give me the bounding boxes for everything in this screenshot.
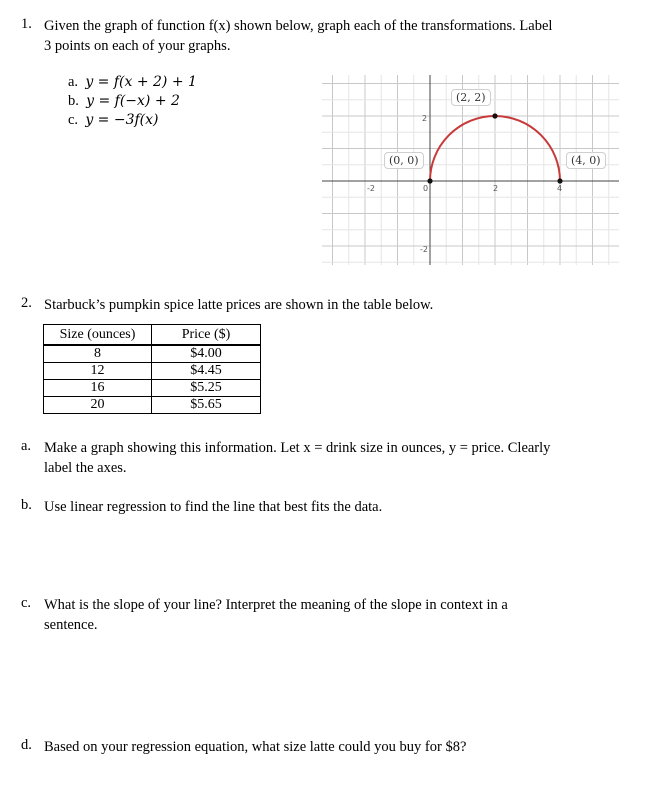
q2-part-d-letter: d. — [21, 737, 32, 753]
point-label-2-2: (2, 2) — [451, 89, 491, 106]
price-table — [43, 324, 261, 414]
q2-part-c-letter: c. — [21, 595, 32, 611]
q2-part-d: Based on your regression equation, what size latte could you buy for $8? — [44, 739, 467, 755]
part-a-expression: y = f(x + 2) + 1 — [85, 74, 197, 90]
question-1-parts — [68, 73, 197, 130]
function-graph — [322, 75, 619, 265]
part-a — [68, 73, 197, 92]
q2-part-a-letter: a. — [21, 438, 32, 454]
point-4-0 — [557, 178, 562, 183]
table-row — [44, 380, 261, 397]
price-cell: $4.45 — [152, 363, 261, 380]
part-c-letter: c. — [68, 112, 79, 128]
price-table-header — [44, 325, 261, 346]
x-tick-0: 0 — [423, 184, 429, 193]
header-size: Size (ounces) — [44, 325, 152, 346]
q2-part-c-line-1: What is the slope of your line? Interpret the meaning of the slope in context in a — [44, 597, 508, 613]
q2-part-b-letter: b. — [21, 497, 32, 513]
y-tick-neg2: -2 — [420, 245, 428, 254]
table-row — [44, 363, 261, 380]
question-1-line-1: Given the graph of function f(x) shown below, graph each of the transformations. Label — [44, 18, 553, 34]
question-1-text — [44, 16, 634, 56]
x-tick-neg2: -2 — [367, 184, 375, 193]
size-cell: 8 — [44, 345, 152, 363]
y-tick-2: 2 — [422, 114, 428, 123]
price-cell: $5.25 — [152, 380, 261, 397]
question-2-text: Starbuck’s pumpkin spice latte prices are shown in the table below. — [44, 297, 434, 313]
point-label-0-0: (0, 0) — [384, 152, 424, 169]
part-b-letter: b. — [68, 93, 79, 109]
part-b-expression: y = f(−x) + 2 — [86, 93, 180, 109]
x-tick-2: 2 — [493, 184, 499, 193]
q2-part-c — [44, 595, 634, 635]
question-2-number: 2. — [21, 295, 32, 311]
price-cell: $5.65 — [152, 397, 261, 414]
question-1-number: 1. — [21, 16, 32, 32]
header-price: Price ($) — [152, 325, 261, 346]
q2-part-a-line-2: label the axes. — [44, 460, 127, 476]
part-c — [68, 111, 197, 130]
price-cell: $4.00 — [152, 345, 261, 363]
size-cell: 16 — [44, 380, 152, 397]
q2-part-c-line-2: sentence. — [44, 617, 98, 633]
part-c-expression: y = −3f(x) — [85, 112, 159, 128]
point-0-0 — [427, 178, 432, 183]
q2-part-a-line-1: Make a graph showing this information. Let x = drink size in ounces, y = price. Clearly — [44, 440, 551, 456]
point-2-2 — [492, 113, 497, 118]
q2-part-b: Use linear regression to find the line that best fits the data. — [44, 499, 383, 515]
size-cell: 12 — [44, 363, 152, 380]
part-b — [68, 92, 197, 111]
part-a-letter: a. — [68, 74, 79, 90]
size-cell: 20 — [44, 397, 152, 414]
q2-part-a — [44, 438, 634, 478]
question-1-line-2: 3 points on each of your graphs. — [44, 38, 231, 54]
x-tick-4: 4 — [557, 184, 563, 193]
table-row — [44, 397, 261, 414]
point-label-4-0: (4, 0) — [566, 152, 606, 169]
table-row — [44, 345, 261, 363]
